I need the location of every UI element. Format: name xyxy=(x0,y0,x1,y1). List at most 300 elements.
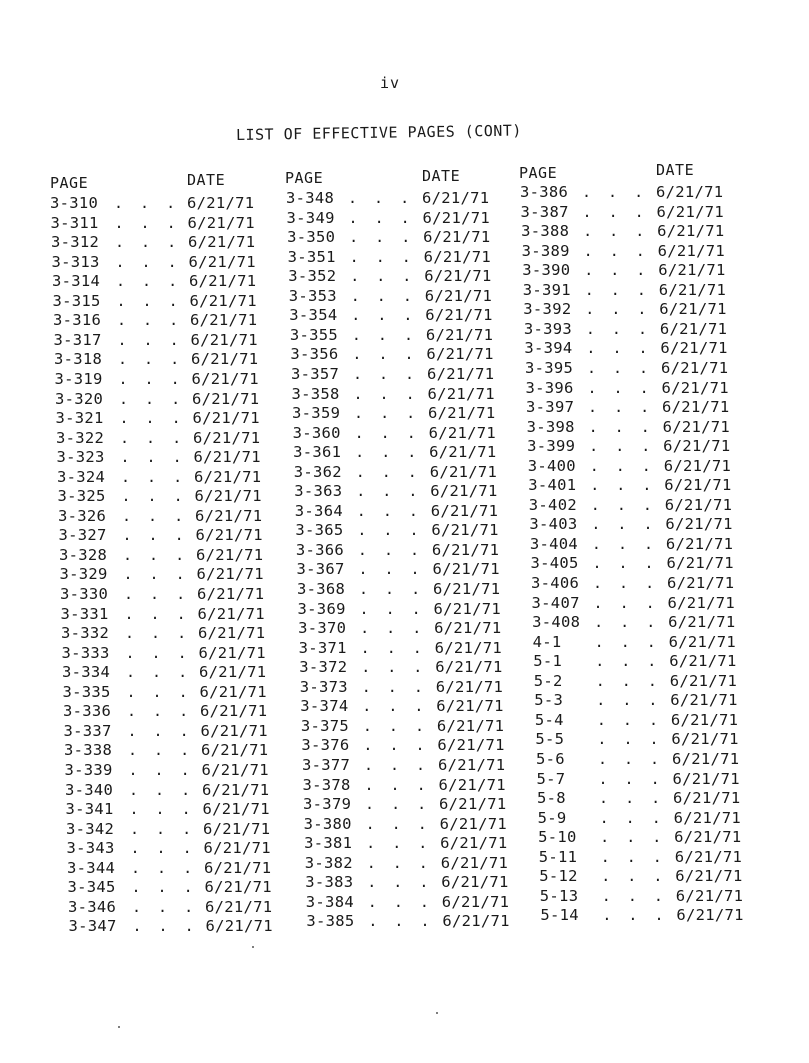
page-ref: 3-384 xyxy=(305,892,354,911)
dot-leader: . . . xyxy=(361,677,427,696)
dot-leader: . . . xyxy=(596,691,662,710)
page-ref: 3-343 xyxy=(66,839,115,858)
page-ref: 3-404 xyxy=(529,534,579,553)
effective-date: 6/21/71 xyxy=(195,506,263,525)
page-ref: 3-326 xyxy=(58,506,107,525)
date-column-header: DATE xyxy=(656,161,695,179)
page-ref: 3-361 xyxy=(293,443,342,462)
dot-leader: . . . xyxy=(132,917,198,936)
dot-leader: . . . xyxy=(129,800,195,819)
dot-leader: . . . xyxy=(354,423,420,442)
effective-date: 6/21/71 xyxy=(674,847,743,866)
page-ref: 3-351 xyxy=(287,247,336,266)
effective-date: 6/21/71 xyxy=(435,658,503,677)
page-ref: 5-10 xyxy=(538,828,577,847)
effective-date: 6/21/71 xyxy=(431,540,500,559)
page-ref: 5-14 xyxy=(540,906,579,925)
dot-leader: . . . xyxy=(582,183,648,201)
scan-speck xyxy=(436,1012,438,1014)
effective-date: 6/21/71 xyxy=(200,721,268,740)
effective-date: 6/21/71 xyxy=(659,319,728,338)
dot-leader: . . . xyxy=(357,540,424,559)
dot-leader: . . . xyxy=(115,252,181,271)
page-ref: 3-319 xyxy=(54,369,103,388)
effective-date: 6/21/71 xyxy=(190,311,258,330)
dot-leader: . . . xyxy=(126,682,192,701)
effective-date: 6/21/71 xyxy=(659,300,727,319)
dot-leader: . . . xyxy=(364,775,430,794)
page-ref: 3-371 xyxy=(298,638,347,657)
effective-date: 6/21/71 xyxy=(658,261,726,280)
dot-leader: . . . xyxy=(130,819,196,838)
page-ref: 3-336 xyxy=(63,702,112,721)
dot-leader: . . . xyxy=(117,330,183,349)
effective-date: 6/21/71 xyxy=(673,808,742,827)
page-ref: 5-8 xyxy=(537,789,566,808)
effective-date: 6/21/71 xyxy=(656,202,724,221)
page-ref: 3-376 xyxy=(301,736,350,755)
dot-leader: . . . xyxy=(129,780,195,799)
effective-date: 6/21/71 xyxy=(438,775,506,794)
dot-leader: . . . xyxy=(353,384,419,403)
effective-date: 6/21/71 xyxy=(676,906,744,925)
page-ref: 3-383 xyxy=(305,873,354,892)
effective-date: 6/21/71 xyxy=(422,208,490,227)
effective-date: 6/21/71 xyxy=(422,189,490,207)
dot-leader: . . . xyxy=(352,364,419,383)
dot-leader: . . . xyxy=(365,795,431,814)
dot-leader: . . . xyxy=(354,404,420,423)
page-ref: 3-396 xyxy=(525,378,574,397)
dot-leader: . . . xyxy=(367,892,433,911)
dot-leader: . . . xyxy=(597,730,663,749)
dot-leader: . . . xyxy=(584,280,650,299)
page-ref: 3-385 xyxy=(306,912,355,931)
dot-leader: . . . xyxy=(362,716,428,735)
dot-leader: . . . xyxy=(352,345,418,364)
page-ref: 3-401 xyxy=(528,476,577,495)
page-ref: 3-382 xyxy=(304,853,353,872)
page-ref: 3-315 xyxy=(52,291,101,310)
dot-leader: . . . xyxy=(125,624,191,643)
dot-leader: . . . xyxy=(127,721,193,740)
scan-speck xyxy=(118,1026,120,1028)
page-ref: 3-395 xyxy=(524,358,574,377)
effective-date: 6/21/71 xyxy=(424,286,493,305)
page-ref: 3-398 xyxy=(526,417,575,436)
effective-date: 6/21/71 xyxy=(197,585,265,603)
page-ref: 3-378 xyxy=(302,775,351,794)
page-ref: 5-9 xyxy=(537,808,567,827)
dot-leader: . . . xyxy=(595,671,661,690)
page-ref: 3-373 xyxy=(299,677,348,696)
dot-leader: . . . xyxy=(600,828,666,847)
effective-date: 6/21/71 xyxy=(191,350,259,369)
dot-leader: . . . xyxy=(348,189,414,207)
page-ref: 3-370 xyxy=(298,619,347,638)
page-ref: 5-1 xyxy=(533,652,563,671)
dot-leader: . . . xyxy=(121,467,187,486)
effective-date: 6/21/71 xyxy=(662,417,731,436)
effective-date: 6/21/71 xyxy=(195,526,263,545)
effective-date: 6/21/71 xyxy=(671,749,740,768)
dot-leader: . . . xyxy=(128,741,194,760)
effective-date: 6/21/71 xyxy=(192,389,260,408)
page-ref: 5-5 xyxy=(535,730,565,749)
dot-leader: . . . xyxy=(593,574,659,592)
page-ref: 3-347 xyxy=(68,917,117,936)
effective-date: 6/21/71 xyxy=(203,819,271,838)
page-number: iv xyxy=(380,74,401,92)
effective-date: 6/21/71 xyxy=(193,448,261,467)
dot-leader: . . . xyxy=(355,443,421,462)
effective-date: 6/21/71 xyxy=(671,730,739,749)
page-ref: 3-406 xyxy=(531,574,580,592)
page-ref: 3-311 xyxy=(50,213,99,232)
page-ref: 3-408 xyxy=(532,613,581,632)
page-ref: 3-372 xyxy=(299,658,348,677)
effective-date: 6/21/71 xyxy=(669,652,737,671)
dot-leader: . . . xyxy=(122,506,188,525)
page-ref: 3-400 xyxy=(527,456,576,475)
page-ref: 3-342 xyxy=(66,819,115,838)
page-ref: 5-11 xyxy=(538,847,578,866)
page-ref: 3-355 xyxy=(289,325,339,344)
dot-leader: . . . xyxy=(130,839,196,858)
dot-leader: . . . xyxy=(351,306,417,325)
page-ref: 3-369 xyxy=(297,599,346,618)
page-ref: 3-407 xyxy=(531,593,580,612)
dot-leader: . . . xyxy=(358,560,424,579)
effective-date: 6/21/71 xyxy=(663,456,732,475)
dot-leader: . . . xyxy=(118,369,184,388)
page-ref: 3-367 xyxy=(296,560,345,579)
dot-leader: . . . xyxy=(591,534,658,553)
dot-leader: . . . xyxy=(116,272,182,291)
dot-leader: . . . xyxy=(586,358,653,377)
effective-date: 6/21/71 xyxy=(433,580,501,598)
dot-leader: . . . xyxy=(583,241,649,260)
dot-leader: . . . xyxy=(585,319,651,338)
dot-leader: . . . xyxy=(120,448,186,467)
dot-leader: . . . xyxy=(355,462,421,481)
page-ref: 3-328 xyxy=(59,545,108,564)
page-ref: 3-365 xyxy=(295,521,344,540)
scan-speck xyxy=(252,946,254,948)
dot-leader: . . . xyxy=(120,428,186,447)
page-ref: 3-330 xyxy=(60,585,109,603)
page-ref: 3-349 xyxy=(286,208,335,227)
effective-date: 6/21/71 xyxy=(205,897,273,916)
effective-date: 6/21/71 xyxy=(672,769,740,788)
effective-date: 6/21/71 xyxy=(439,814,508,833)
dot-leader: . . . xyxy=(126,663,192,682)
page-ref: 3-344 xyxy=(67,858,116,877)
dot-leader: . . . xyxy=(115,233,181,252)
dot-leader: . . . xyxy=(363,736,429,755)
effective-date: 6/21/71 xyxy=(665,515,733,534)
dot-leader: . . . xyxy=(350,267,416,286)
effective-date: 6/21/71 xyxy=(668,632,737,651)
dot-leader: . . . xyxy=(124,585,190,603)
page-ref: 3-334 xyxy=(62,663,111,682)
dot-leader: . . . xyxy=(592,554,658,573)
page-title: LIST OF EFFECTIVE PAGES (CONT) xyxy=(235,121,523,144)
page-ref: 3-362 xyxy=(293,462,342,481)
effective-date: 6/21/71 xyxy=(193,428,261,447)
effective-date: 6/21/71 xyxy=(434,619,502,638)
effective-date: 6/21/71 xyxy=(660,339,728,358)
page-ref: 3-399 xyxy=(527,437,576,456)
page-ref: 5-13 xyxy=(539,886,579,905)
dot-leader: . . . xyxy=(594,632,660,651)
effective-date: 6/21/71 xyxy=(437,755,506,774)
dot-leader: . . . xyxy=(362,697,428,716)
effective-date: 6/21/71 xyxy=(196,545,264,564)
effective-date: 6/21/71 xyxy=(204,878,272,897)
dot-leader: . . . xyxy=(588,398,654,417)
page-ref: 3-335 xyxy=(62,682,111,701)
effective-date: 6/21/71 xyxy=(202,800,270,819)
page-ref: 5-2 xyxy=(533,671,563,690)
effective-date: 6/21/71 xyxy=(662,398,730,417)
page-ref: 3-316 xyxy=(53,311,102,330)
page-ref: 3-390 xyxy=(522,261,571,280)
dot-leader: . . . xyxy=(593,593,659,612)
dot-leader: . . . xyxy=(368,912,434,931)
dot-leader: . . . xyxy=(116,291,182,310)
effective-date: 6/21/71 xyxy=(191,369,259,388)
effective-date: 6/21/71 xyxy=(432,560,500,579)
dot-leader: . . . xyxy=(119,409,185,428)
page-ref: 4-1 xyxy=(532,632,562,651)
page-ref: 3-364 xyxy=(294,501,343,520)
page-ref: 3-393 xyxy=(523,319,573,338)
dot-leader: . . . xyxy=(366,834,432,853)
dot-leader: . . . xyxy=(583,222,649,241)
dot-leader: . . . xyxy=(595,652,661,671)
date-column-header: DATE xyxy=(422,167,461,185)
page-ref: 3-386 xyxy=(520,183,569,201)
dot-leader: . . . xyxy=(121,487,187,506)
page-ref: 5-7 xyxy=(536,769,566,788)
dot-leader: . . . xyxy=(596,710,662,729)
dot-leader: . . . xyxy=(589,437,655,456)
dot-leader: . . . xyxy=(123,565,189,584)
page-ref: 3-358 xyxy=(291,384,340,403)
dot-leader: . . . xyxy=(363,755,430,774)
page-ref: 5-12 xyxy=(539,867,578,886)
effective-date: 6/21/71 xyxy=(430,482,498,501)
page-ref: 3-388 xyxy=(521,222,570,241)
dot-leader: . . . xyxy=(114,213,180,232)
effective-date: 6/21/71 xyxy=(429,462,498,481)
dot-leader: . . . xyxy=(601,867,667,886)
page-ref: 3-321 xyxy=(55,409,104,428)
dot-leader: . . . xyxy=(602,906,668,925)
effective-date: 6/21/71 xyxy=(187,194,255,212)
effective-date: 6/21/71 xyxy=(657,241,726,260)
dot-leader: . . . xyxy=(132,897,198,916)
page-ref: 3-366 xyxy=(295,540,345,559)
dot-leader: . . . xyxy=(357,521,423,540)
page-ref: 3-374 xyxy=(300,697,349,716)
dot-leader: . . . xyxy=(594,613,660,632)
dot-leader: . . . xyxy=(586,339,652,358)
dot-leader: . . . xyxy=(125,643,191,662)
effective-date: 6/21/71 xyxy=(198,624,266,643)
page-ref: 3-350 xyxy=(287,228,336,247)
dot-leader: . . . xyxy=(361,658,427,677)
page-ref: 3-356 xyxy=(290,345,339,364)
effective-date: 6/21/71 xyxy=(194,487,262,506)
effective-date: 6/21/71 xyxy=(202,780,270,799)
effective-date: 6/21/71 xyxy=(663,437,731,456)
dot-leader: . . . xyxy=(123,545,189,564)
effective-date: 6/21/71 xyxy=(205,917,273,936)
page-ref: 3-375 xyxy=(300,716,350,735)
effective-date: 6/21/71 xyxy=(440,834,508,853)
dot-leader: . . . xyxy=(350,286,416,305)
effective-date: 6/21/71 xyxy=(194,467,262,486)
effective-date: 6/21/71 xyxy=(441,892,510,911)
page-ref: 3-380 xyxy=(303,814,352,833)
effective-date: 6/21/71 xyxy=(442,912,510,931)
effective-date: 6/21/71 xyxy=(197,604,265,623)
effective-date: 6/21/71 xyxy=(200,702,268,721)
effective-date: 6/21/71 xyxy=(426,364,495,383)
effective-date: 6/21/71 xyxy=(190,330,258,349)
page-ref: 3-324 xyxy=(57,467,106,486)
effective-date: 6/21/71 xyxy=(675,867,743,886)
dot-leader: . . . xyxy=(600,847,666,866)
effective-date: 6/21/71 xyxy=(435,677,504,696)
page-ref: 3-377 xyxy=(301,755,351,774)
page-column-header: PAGE xyxy=(519,164,558,182)
dot-leader: . . . xyxy=(601,886,667,905)
effective-date: 6/21/71 xyxy=(201,760,269,779)
effective-date: 6/21/71 xyxy=(656,183,724,201)
dot-leader: . . . xyxy=(365,814,431,833)
effective-date: 6/21/71 xyxy=(670,710,739,729)
effective-date: 6/21/71 xyxy=(664,495,733,514)
effective-date: 6/21/71 xyxy=(187,213,255,232)
effective-date: 6/21/71 xyxy=(199,663,267,682)
effective-date: 6/21/71 xyxy=(199,682,267,701)
effective-date: 6/21/71 xyxy=(429,443,497,462)
effective-date: 6/21/71 xyxy=(192,409,260,428)
dot-leader: . . . xyxy=(359,580,425,598)
effective-date: 6/21/71 xyxy=(423,247,492,266)
dot-leader: . . . xyxy=(582,202,648,221)
effective-date: 6/21/71 xyxy=(667,593,735,612)
dot-leader: . . . xyxy=(598,769,664,788)
effective-date: 6/21/71 xyxy=(661,378,729,397)
dot-leader: . . . xyxy=(599,789,665,808)
page-ref: 3-353 xyxy=(288,286,337,305)
effective-date: 6/21/71 xyxy=(188,233,256,252)
page-ref: 3-402 xyxy=(528,495,577,514)
dot-leader: . . . xyxy=(127,702,193,721)
dot-leader: . . . xyxy=(351,325,417,344)
dot-leader: . . . xyxy=(124,604,190,623)
page-ref: 3-329 xyxy=(59,565,108,584)
page-ref: 3-405 xyxy=(530,554,579,573)
dot-leader: . . . xyxy=(367,873,433,892)
dot-leader: . . . xyxy=(589,456,655,475)
dot-leader: . . . xyxy=(128,760,194,779)
dot-leader: . . . xyxy=(348,208,414,227)
effective-date: 6/21/71 xyxy=(424,267,492,286)
page-ref: 3-310 xyxy=(50,194,99,212)
dot-leader: . . . xyxy=(117,311,183,330)
page-ref: 3-363 xyxy=(294,482,343,501)
page-ref: 3-403 xyxy=(529,515,578,534)
effective-date: 6/21/71 xyxy=(425,306,493,325)
page-ref: 3-322 xyxy=(56,428,105,447)
dot-leader: . . . xyxy=(597,749,664,768)
effective-date: 6/21/71 xyxy=(189,291,257,310)
page-ref: 3-332 xyxy=(61,624,110,643)
dot-leader: . . . xyxy=(118,350,184,369)
dot-leader: . . . xyxy=(131,878,197,897)
page-ref: 5-4 xyxy=(534,710,564,729)
page-ref: 3-345 xyxy=(67,878,116,897)
page-ref: 3-314 xyxy=(52,272,101,291)
effective-date: 6/21/71 xyxy=(425,325,494,344)
effective-date: 6/21/71 xyxy=(423,228,491,247)
page-column-header: PAGE xyxy=(50,174,89,192)
dot-leader: . . . xyxy=(359,599,425,618)
effective-date: 6/21/71 xyxy=(665,534,734,553)
page-ref: 3-331 xyxy=(60,604,109,623)
page-ref: 3-341 xyxy=(65,800,114,819)
dot-leader: . . . xyxy=(131,858,197,877)
page-ref: 3-368 xyxy=(297,580,346,598)
page-ref: 3-392 xyxy=(523,300,572,319)
dot-leader: . . . xyxy=(585,300,651,319)
dot-leader: . . . xyxy=(356,482,422,501)
dot-leader: . . . xyxy=(366,853,432,872)
page-column-header: PAGE xyxy=(285,169,324,187)
page-ref: 3-389 xyxy=(521,241,570,260)
date-column-header: DATE xyxy=(187,171,226,189)
effective-date: 6/21/71 xyxy=(436,697,504,716)
effective-date: 6/21/71 xyxy=(675,886,744,905)
effective-date: 6/21/71 xyxy=(426,345,494,364)
effective-date: 6/21/71 xyxy=(204,858,272,877)
effective-date: 6/21/71 xyxy=(434,638,503,657)
effective-date: 6/21/71 xyxy=(669,671,738,690)
page-ref: 3-312 xyxy=(51,233,100,252)
page-ref: 3-339 xyxy=(64,760,113,779)
page-ref: 3-354 xyxy=(289,306,338,325)
dot-leader: . . . xyxy=(114,194,180,212)
page-ref: 3-381 xyxy=(304,834,353,853)
page-ref: 3-325 xyxy=(57,487,106,506)
effective-date: 6/21/71 xyxy=(437,736,505,755)
dot-leader: . . . xyxy=(599,808,665,827)
effective-date: 6/21/71 xyxy=(673,789,741,808)
effective-date: 6/21/71 xyxy=(670,691,738,710)
dot-leader: . . . xyxy=(119,389,185,408)
effective-date: 6/21/71 xyxy=(658,280,727,299)
effective-date: 6/21/71 xyxy=(198,643,266,662)
effective-date: 6/21/71 xyxy=(189,272,257,291)
dot-leader: . . . xyxy=(356,501,422,520)
page-ref: 3-397 xyxy=(526,398,575,417)
effective-date: 6/21/71 xyxy=(441,873,509,892)
